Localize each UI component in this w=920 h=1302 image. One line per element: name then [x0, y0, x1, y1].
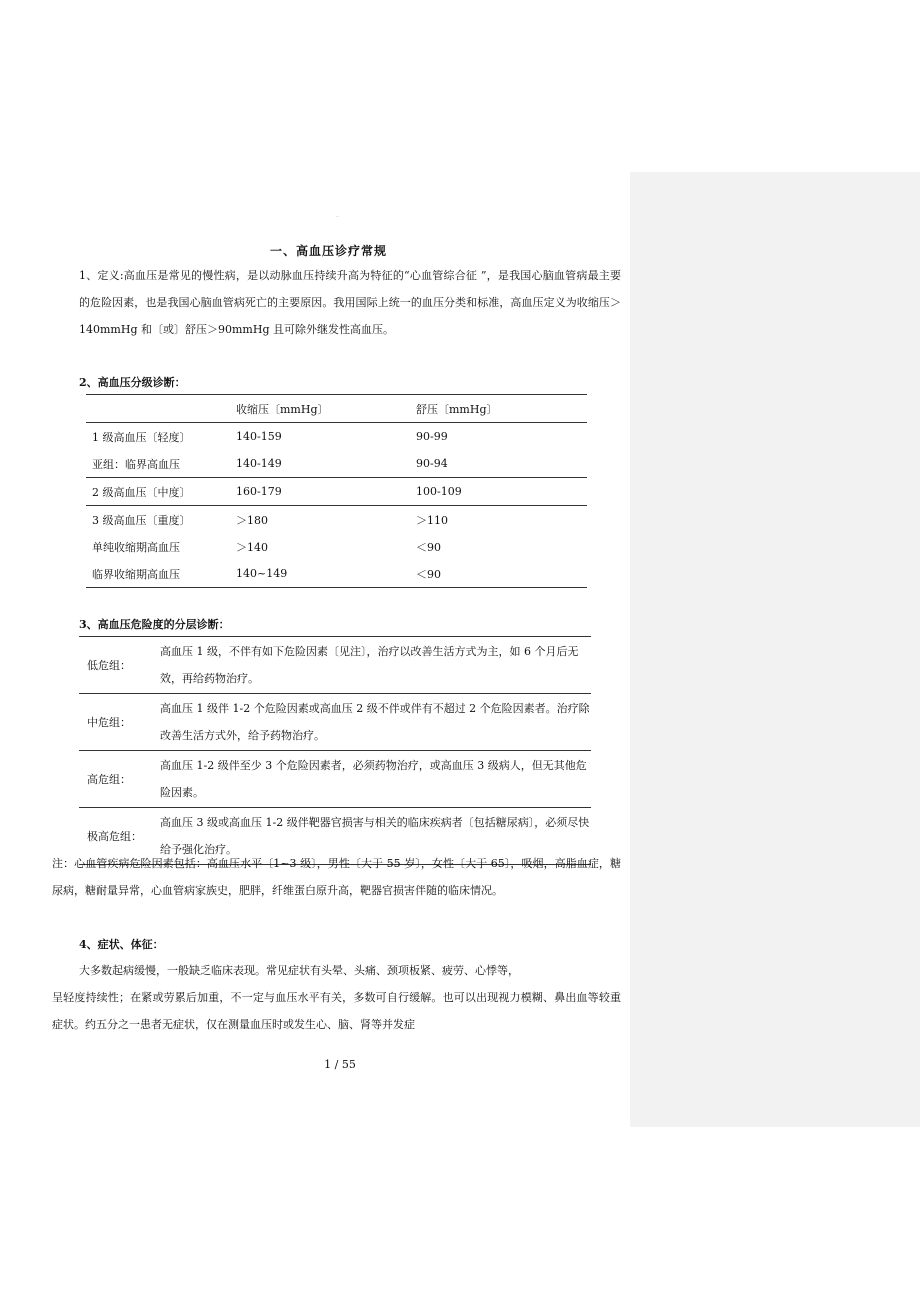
- table-cell: 1 级高血压〔轻度〕: [92, 430, 191, 444]
- table-header-cell: 舒压〔mmHg〕: [416, 395, 587, 423]
- risk-heading: 3、高血压危险度的分层诊断：: [79, 618, 230, 631]
- table-row: [86, 506, 587, 534]
- comment-sidebar: [630, 172, 920, 1127]
- table-cell: ＞140: [236, 540, 268, 554]
- table-header-row: [86, 395, 587, 423]
- table-cell: 160-179: [236, 478, 416, 506]
- table-cell: 90-99: [416, 430, 448, 443]
- table-cell: ＞180: [236, 513, 268, 527]
- table-cell: 3 级高血压〔重度〕: [92, 513, 191, 527]
- risk-label: 极高危组：: [79, 808, 160, 865]
- table-cell: 单纯收缩期高血压: [92, 540, 180, 554]
- table-cell: 临界收缩期高血压: [86, 560, 236, 588]
- symptoms-heading: 4、症状、体征：: [79, 938, 164, 951]
- header-mark: ..: [336, 213, 340, 219]
- table-cell: 140~149: [236, 560, 416, 588]
- table-cell: 100-109: [416, 478, 587, 506]
- page-title: 一、高血压诊疗常规: [270, 244, 388, 258]
- table-row: [86, 423, 587, 451]
- table-row: [79, 637, 591, 694]
- table-cell: ＜90: [416, 540, 441, 554]
- table-cell: 2 级高血压〔中度〕: [86, 478, 236, 506]
- definition-paragraph: 1、定义:高血压是常见的慢性病，是以动脉血压持续升高为特征的“心血管综合征 ”，是我国心脑血管病最主要的危险因素，也是我国心脑血管病死亡的主要原因。我用国际上统一的血压分类和标准，高血压定义为收缩压＞140mmHg 和〔或〕舒压＞90mmHg 且可除外继发性高血压。: [79, 269, 621, 336]
- symptoms-line-1: 大多数起病缓慢，一般缺乏临床表现。常见症状有头晕、头痛、颈项板紧、疲劳、心悸等，: [79, 964, 519, 977]
- table-cell: ＜90: [416, 560, 587, 588]
- table-row: [79, 751, 591, 808]
- risk-text: 高血压 1 级，不伴有如下危险因素〔见注〕，治疗以改善生活方式为主，如 6 个月后无效，再给药物治疗。: [160, 637, 591, 694]
- risk-label: 高危组：: [79, 751, 160, 808]
- risk-label: 中危组：: [79, 694, 160, 751]
- page-number: 1 / 55: [324, 1058, 356, 1071]
- risk-text: 高血压 1-2 级伴至少 3 个危险因素者，必须药物治疗，或高血压 3 级病人，但无其他危险因素。: [160, 751, 591, 808]
- risk-label: 低危组：: [79, 637, 160, 694]
- table-row: [86, 478, 587, 506]
- table-header-cell: 收缩压〔mmHg〕: [236, 395, 416, 423]
- table-cell: 140-149: [236, 450, 416, 478]
- risk-text: 高血压 3 级或高血压 1-2 级伴靶器官损害与相关的临床疾病者〔包括糖尿病〕，必须尽快给予强化治疗。: [160, 808, 591, 865]
- table-cell: 亚组：临界高血压: [86, 450, 236, 478]
- table-row: [86, 533, 587, 560]
- table-row: [86, 450, 587, 478]
- note-paragraph: 注：心血管疾病危险因素包括：高血压水平〔1~3 级〕，男性〔大于 55 岁〕，女性〔大于 65〕，吸烟，高脂血症，糖尿病，糖耐量异常，心血管病家族史，肥胖，纤维蛋白原升高，靶器官损害伴随的临床情况。: [52, 857, 621, 897]
- symptoms-paragraph: 呈轻度持续性；在紧或劳累后加重，不一定与血压水平有关，多数可自行缓解。也可以出现视力模糊、鼻出血等较重症状。约五分之一患者无症状，仅在测量血压时或发生心、脑、肾等并发症: [52, 991, 621, 1031]
- table-row: [86, 560, 587, 588]
- table-row: [79, 694, 591, 751]
- table-cell: 140-159: [236, 430, 282, 443]
- table-cell: 90-94: [416, 450, 587, 478]
- risk-text: 高血压 1 级伴 1-2 个危险因素或高血压 2 级不伴或伴有不超过 2 个危险因素者。治疗除改善生活方式外，给予药物治疗。: [160, 694, 591, 751]
- grading-heading: 2、高血压分级诊断：: [79, 376, 186, 389]
- table-cell: ＞110: [416, 513, 448, 527]
- grading-table: [86, 394, 587, 588]
- risk-table: [79, 636, 591, 865]
- table-header-cell: [86, 395, 236, 423]
